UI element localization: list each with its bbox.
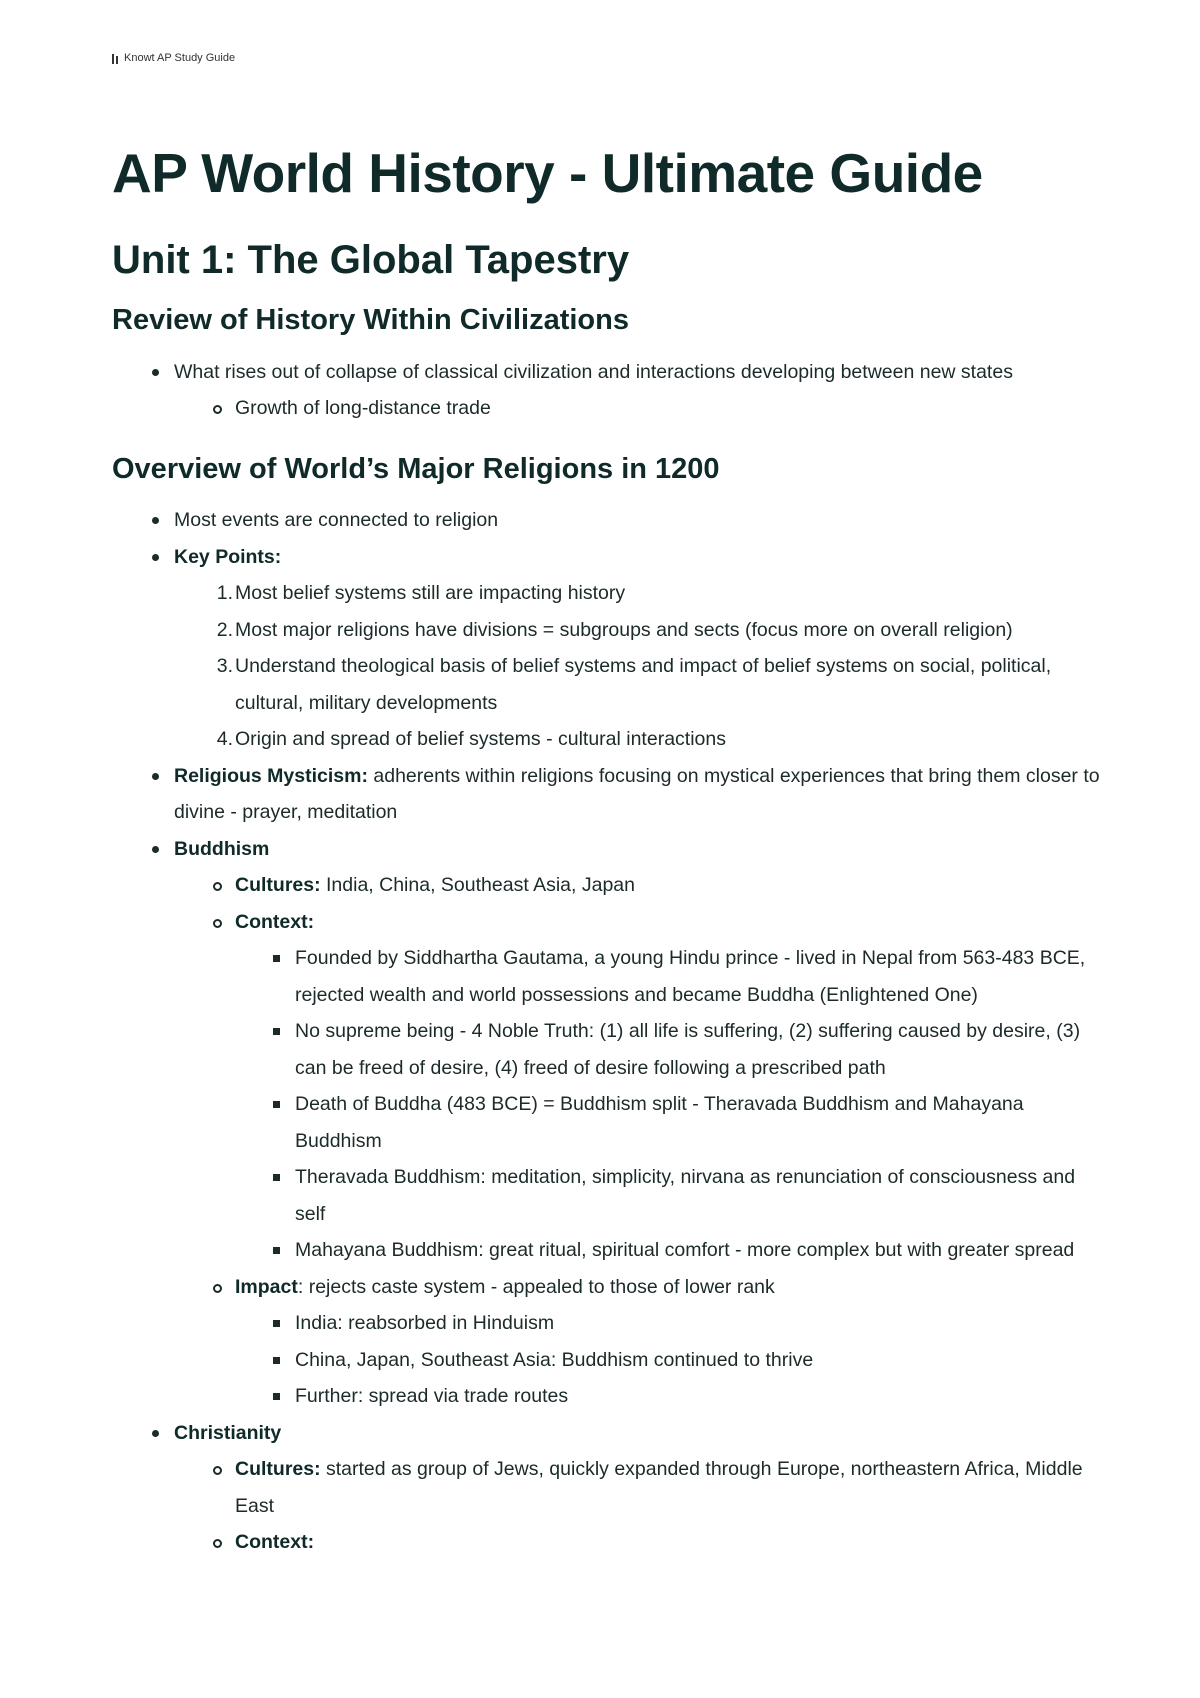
list-item: Mahayana Buddhism: great ritual, spiritual comfort - more complex but with greater spread xyxy=(235,1232,1102,1269)
list-item xyxy=(112,1415,1102,1561)
list-item: Impact: rejects caste system - appealed to those of lower rank India: reabsorbed in Hinduism China, Japan, Southeast Asia: Buddhism continued to thrive Further: spread via trade routes xyxy=(174,1269,1102,1415)
section-heading-religions: Overview of World’s Major Religions in 1200 xyxy=(112,452,720,485)
key-points-label: Key Points: xyxy=(174,545,282,568)
list-item: Further: spread via trade routes xyxy=(235,1378,1102,1415)
knowt-logo-icon xyxy=(112,53,120,64)
list-item: India: reabsorbed in Hinduism xyxy=(235,1305,1102,1342)
list-item: Context: xyxy=(174,1524,1102,1561)
list-item xyxy=(112,831,1102,1415)
list-item: Most events are connected to religion xyxy=(112,502,1102,539)
list-item: No supreme being - 4 Noble Truth: (1) all life is suffering, (2) suffering caused by desire, (3) can be freed of desire, (4) freed of desire following a prescribed path xyxy=(235,1013,1102,1086)
numbered-item: 3. Understand theological basis of belief systems and impact of belief systems on social, political, cultural, military developments xyxy=(216,655,1052,714)
numbered-item: 2. Most major religions have divisions = subgroups and sects (focus more on overall religion) xyxy=(216,618,1013,641)
numbered-item: 4. Origin and spread of belief systems - cultural interactions xyxy=(216,728,726,751)
numbered-item: 1. Most belief systems still are impacting history xyxy=(216,582,626,605)
section-religions-list xyxy=(112,502,1102,1561)
list-item: Cultures: started as group of Jews, quickly expanded through Europe, northeastern Africa, Middle East xyxy=(174,1451,1102,1524)
list-item: Theravada Buddhism: meditation, simplicity, nirvana as renunciation of consciousness and self xyxy=(235,1159,1102,1232)
section-review-list xyxy=(112,354,1102,427)
document-body xyxy=(112,140,1102,1561)
list-item: Founded by Siddhartha Gautama, a young Hindu prince - lived in Nepal from 563-483 BCE, rejected wealth and world possessions and became Buddha (Enlightened One) xyxy=(235,940,1102,1013)
list-item: Cultures: India, China, Southeast Asia, Japan xyxy=(174,867,1102,904)
list-item: China, Japan, Southeast Asia: Buddhism continued to thrive xyxy=(235,1342,1102,1379)
buddhism-label: Buddhism xyxy=(174,837,270,860)
section-heading-review: Review of History Within Civilizations xyxy=(112,304,629,336)
key-points-list xyxy=(174,575,1102,758)
header-brand: Knowt AP Study Guide xyxy=(124,52,236,64)
document-header xyxy=(112,52,235,64)
christianity-label: Christianity xyxy=(174,1421,282,1444)
mysticism-label: Religious Mysticism: xyxy=(174,764,368,787)
list-item: What rises out of collapse of classical civilization and interactions developing between new states Growth of long-distance trade xyxy=(112,354,1102,427)
list-item: Religious Mysticism: adherents within religions focusing on mystical experiences that bring them closer to divine - prayer, meditation xyxy=(112,758,1102,831)
list-item: Growth of long-distance trade xyxy=(174,390,1102,427)
list-item xyxy=(112,539,1102,758)
page-title: AP World History - Ultimate Guide xyxy=(112,142,983,204)
list-item: Death of Buddha (483 BCE) = Buddhism split - Theravada Buddhism and Mahayana Buddhism xyxy=(235,1086,1102,1159)
list-item: Context: Founded by Siddhartha Gautama, a young Hindu prince - lived in Nepal from 563-483 BCE, rejected wealth and world possessions and became Buddha (Enlightened One) No supreme being - 4 Noble Truth: (1) all life is suffering, (2) suffering caused by desire, (3) can be freed of desire, (4) freed of desire following a prescribed path Death of Buddha (483 BCE) = Buddhism split - Theravada Buddhism and Mahayana Buddhism Theravada Buddhism: meditation, simplicity, nirvana as renunciation of consciousness and self Mahayana Buddhism: great ritual, spiritual comfort - more complex but with greater spread xyxy=(174,904,1102,1269)
unit-heading: Unit 1: The Global Tapestry xyxy=(112,238,630,282)
